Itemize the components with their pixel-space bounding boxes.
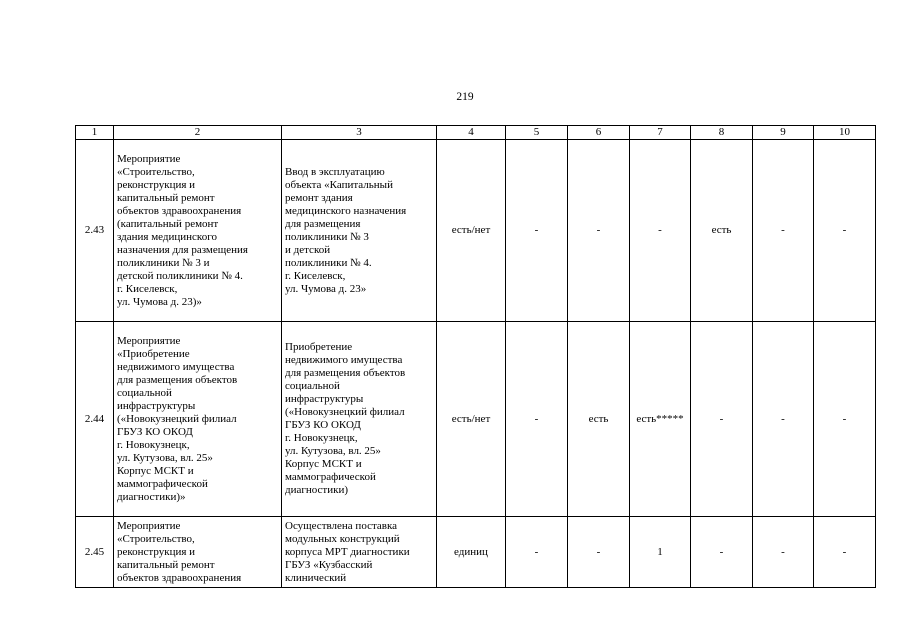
column-header: 10 — [814, 126, 876, 140]
value-cell: - — [568, 517, 630, 588]
table-row — [76, 322, 876, 517]
column-header: 6 — [568, 126, 630, 140]
result-cell: Осуществлена поставка модульных конструкций корпуса МРТ диагностики ГБУЗ «Кузбасский клинический — [282, 517, 437, 588]
value-cell: - — [753, 140, 814, 322]
value-cell: - — [568, 140, 630, 322]
page-number: 219 — [456, 91, 474, 103]
table-row — [76, 140, 876, 322]
value-cell: есть — [691, 140, 753, 322]
unit-cell: есть/нет — [437, 322, 506, 517]
value-cell: - — [506, 517, 568, 588]
value-cell: - — [814, 322, 876, 517]
value-cell: - — [630, 140, 691, 322]
value-cell: есть — [568, 322, 630, 517]
row-number: 2.44 — [76, 322, 114, 517]
event-cell: Мероприятие «Строительство, реконструкция и капитальный ремонт объектов здравоохранения (капитальный ремонт здания медицинского назначения для размещения поликлиники № 3 и детской поликлиники № 4. г. Киселевск, ул. Чумова д. 23)» — [114, 140, 282, 322]
value-cell: - — [691, 517, 753, 588]
column-header: 5 — [506, 126, 568, 140]
value-cell: - — [814, 517, 876, 588]
program-table — [75, 125, 876, 588]
event-cell: Мероприятие «Приобретение недвижимого имущества для размещения объектов социальной инфраструктуры («Новокузнецкий филиал ГБУЗ КО ОКОД г. Новокузнецк, ул. Кутузова, вл. 25» Корпус МСКТ и маммографической диагностики)» — [114, 322, 282, 517]
column-header: 9 — [753, 126, 814, 140]
table-row — [76, 517, 876, 588]
value-cell: - — [691, 322, 753, 517]
table-header-row — [76, 126, 876, 140]
value-cell: есть***** — [630, 322, 691, 517]
result-cell: Приобретение недвижимого имущества для размещения объектов социальной инфраструктуры («Новокузнецкий филиал ГБУЗ КО ОКОД г. Новокузнецк, ул. Кутузова, вл. 25» Корпус МСКТ и маммографической диагностики) — [282, 322, 437, 517]
unit-cell: есть/нет — [437, 140, 506, 322]
value-cell: - — [753, 322, 814, 517]
column-header: 2 — [114, 126, 282, 140]
row-number: 2.43 — [76, 140, 114, 322]
unit-cell: единиц — [437, 517, 506, 588]
value-cell: 1 — [630, 517, 691, 588]
column-header: 4 — [437, 126, 506, 140]
value-cell: - — [506, 322, 568, 517]
value-cell: - — [506, 140, 568, 322]
result-cell: Ввод в эксплуатацию объекта «Капитальный ремонт здания медицинского назначения для размещения поликлиники № 3 и детской поликлиники № 4. г. Киселевск, ул. Чумова д. 23» — [282, 140, 437, 322]
column-header: 1 — [76, 126, 114, 140]
value-cell: - — [814, 140, 876, 322]
column-header: 7 — [630, 126, 691, 140]
row-number: 2.45 — [76, 517, 114, 588]
column-header: 8 — [691, 126, 753, 140]
column-header: 3 — [282, 126, 437, 140]
value-cell: - — [753, 517, 814, 588]
event-cell: Мероприятие «Строительство, реконструкция и капитальный ремонт объектов здравоохранения — [114, 517, 282, 588]
